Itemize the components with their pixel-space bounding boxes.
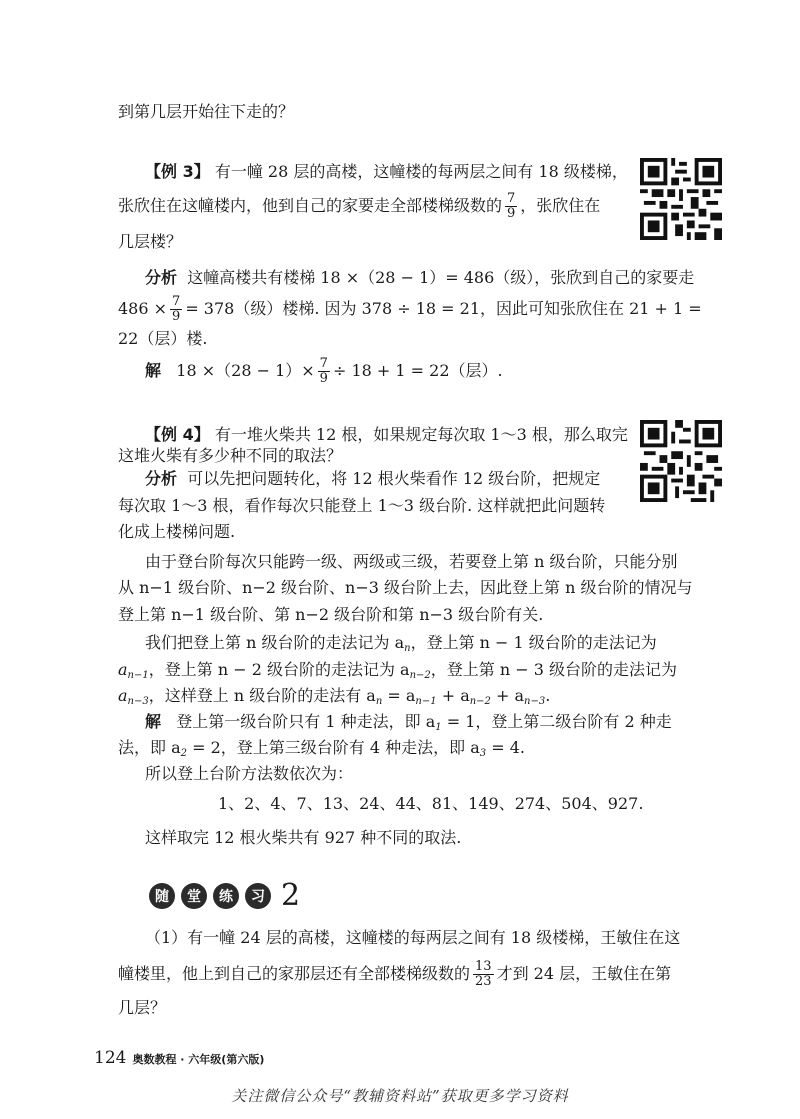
practice-char: 堂 <box>181 883 207 909</box>
practice-question-line2: 幢楼里，他上到自己的家那层还有全部楼梯级数的 $\frac{13}{23}$ 才到 24 层，王敏住在第 <box>118 959 672 989</box>
example4-solution-line2: 法，即 $a_2 = 2$，登上第三级台阶有 4 种走法，即 $a_3 = 4$. <box>118 738 525 759</box>
example4-question-line2: 这堆火柴有多少种不同的取法？ <box>118 446 343 465</box>
fraction-7-9: $\frac{7}{9}$ <box>319 356 328 386</box>
example3-tag: 【例 3】 <box>145 162 210 181</box>
example3-analysis-line3: 22（层）楼. <box>118 329 208 348</box>
qr-code-icon[interactable] <box>640 158 722 240</box>
example4-paragraph-line2: 从 n−1 级台阶、n−2 级台阶、n−3 级台阶上去，因此登上第 n 级台阶的情况与 <box>118 578 693 597</box>
example4-analysis-line2: 每次取 1～3 根，看作每次只能登上 1～3 级台阶. 这样就把此问题转 <box>118 496 606 515</box>
example4-tag: 【例 4】 <box>145 425 210 444</box>
page-footer <box>94 1048 264 1068</box>
example4-solution-line1: 解 登上第一级台阶只有 1 种走法，即 $a_1 = 1$，登上第二级台阶有 2 种走 <box>145 712 672 733</box>
analysis-label: 分析 <box>145 469 178 488</box>
previous-text-line: 到第几层开始往下走的？ <box>118 102 295 121</box>
example4-paragraph-line3: 登上第 n−1 级台阶、第 n−2 级台阶和第 n−3 级台阶有关. <box>118 605 544 624</box>
fraction-13-23: $\frac{13}{23}$ <box>475 959 492 989</box>
qr-code-icon[interactable] <box>640 420 722 502</box>
example4-recurrence-line2: $a_{n-1}$，登上第 n − 2 级台阶的走法记为 $a_{n-2}$，登上第 n − 3 级台阶的走法记为 <box>118 660 678 681</box>
example3-analysis-line1: 分析 这幢高楼共有楼梯 18 ×（28 − 1）= 486（级），张欣到自己的家要走 <box>145 268 695 287</box>
example3-question-line2: 张欣住在这幢楼内，他到自己的家要走全部楼梯级数的 $\frac{7}{9}$ ，张欣住在 <box>118 191 601 221</box>
practice-number: 2 <box>281 878 301 913</box>
fraction-7-9: $\frac{7}{9}$ <box>507 191 516 221</box>
analysis-label: 分析 <box>145 268 178 287</box>
example3-analysis-line2: 486 × $\frac{7}{9}$ = 378（级）楼梯. 因为 378 ÷ 18 = 21，因此可知张欣住在 21 + 1 = <box>118 294 702 324</box>
practice-char: 随 <box>149 883 175 909</box>
example4-sequence: 1、2、4、7、13、24、44、81、149、274、504、927. <box>218 794 644 813</box>
solution-label: 解 <box>145 361 162 380</box>
example4-conclusion: 这样取完 12 根火柴共有 927 种不同的取法. <box>145 828 462 847</box>
example3-question-line1: 【例 3】 有一幢 28 层的高楼，这幢楼的每两层之间有 18 级楼梯， <box>145 162 628 181</box>
page-number: 124 <box>94 1048 127 1068</box>
practice-question-line1: （1）有一幢 24 层的高楼，这幢楼的每两层之间有 18 级楼梯，王敏住在这 <box>145 928 681 947</box>
practice-heading <box>149 878 301 913</box>
example4-analysis-line3: 化成上楼梯问题. <box>118 522 236 541</box>
example4-solution-line3: 所以登上台阶方法数依次为： <box>145 764 354 783</box>
book-title: 奥数教程 · 六年级(第六版) <box>132 1053 265 1066</box>
example4-analysis-line1: 分析 可以先把问题转化，将 12 根火柴看作 12 级台阶，把规定 <box>145 469 601 488</box>
example3-question-line3: 几层楼？ <box>118 232 183 251</box>
watermark: 关注微信公众号“教辅资料站”获取更多学习资料 <box>231 1087 569 1105</box>
example3-solution-line: 解 18 ×（28 − 1）× $\frac{7}{9}$ ÷ 18 + 1 = 22（层）. <box>145 356 503 386</box>
practice-char: 习 <box>245 883 271 909</box>
fraction-7-9: $\frac{7}{9}$ <box>172 294 181 324</box>
example4-question-line1: 【例 4】 有一堆火柴共 12 根，如果规定每次取 1～3 根，那么取完 <box>145 425 628 444</box>
example4-recurrence-line3: $a_{n-3}$，这样登上 n 级台阶的走法有 $a_n = a_{n-1} + a_{n-2} + a_{n-3}$. <box>118 686 551 707</box>
example4-recurrence-line1: 我们把登上第 n 级台阶的走法记为 $a_n$，登上第 n − 1 级台阶的走法记为 <box>145 633 657 654</box>
practice-char: 练 <box>213 883 239 909</box>
solution-label: 解 <box>145 712 162 731</box>
practice-question-line3: 几层？ <box>118 998 167 1017</box>
example4-paragraph-line1: 由于登台阶每次只能跨一级、两级或三级，若要登上第 n 级台阶，只能分别 <box>145 552 678 571</box>
